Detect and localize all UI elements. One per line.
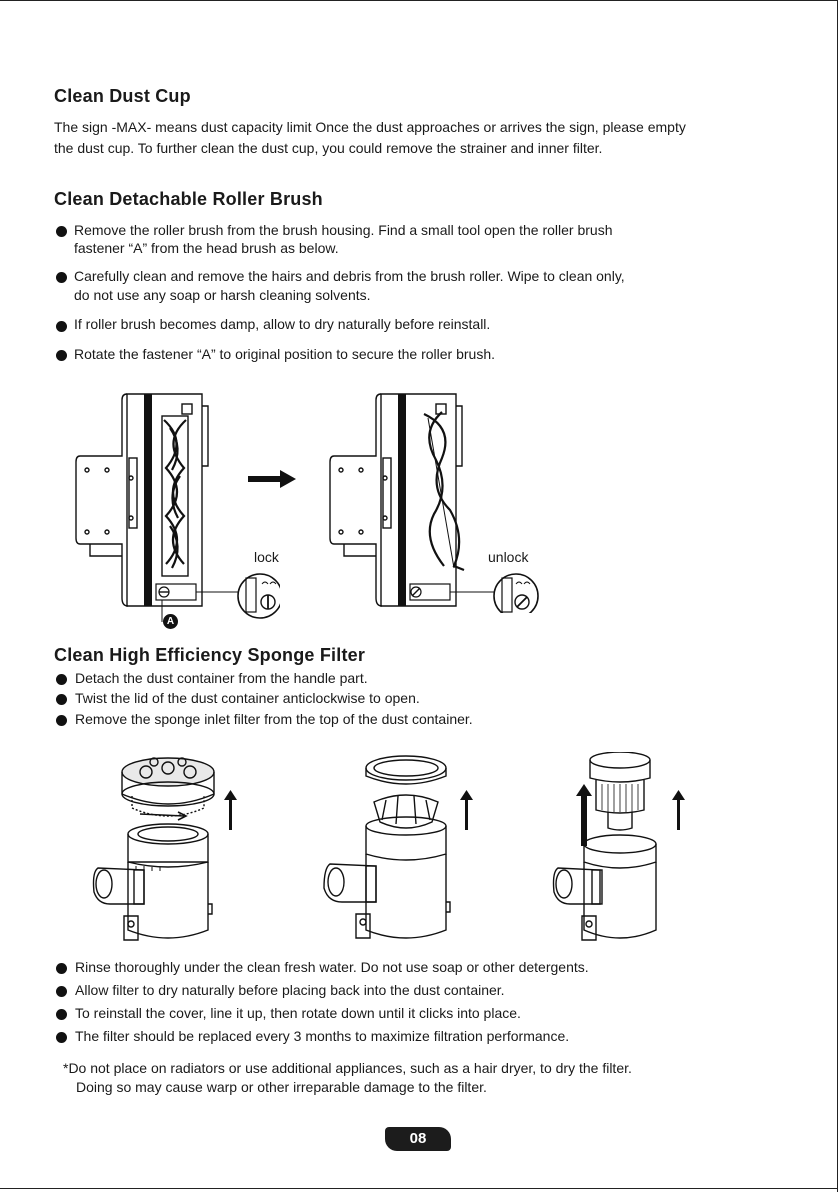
arrow-up-icon xyxy=(672,790,686,830)
dust-cup-text-line2: the dust cup. To further clean the dust cup, you could remove the strainer and inner filter. xyxy=(54,140,603,156)
bullet-icon xyxy=(56,1009,67,1020)
sponge-bullet-3: Remove the sponge inlet filter from the top of the dust container. xyxy=(75,711,473,727)
bullet-icon xyxy=(56,694,67,705)
bullet-icon xyxy=(56,272,67,283)
dust-container-sponge-removed-illustration xyxy=(312,752,462,948)
warning-note-line2: Doing so may cause warp or other irreparable damage to the filter. xyxy=(76,1079,487,1095)
lock-label: lock xyxy=(254,549,279,565)
unlock-label: unlock xyxy=(488,549,529,565)
bullet-icon xyxy=(56,321,67,332)
warning-note-line1: *Do not place on radiators or use additional appliances, such as a hair dryer, to dry the filter. xyxy=(63,1060,632,1076)
dust-cup-text-line1: The sign -MAX- means dust capacity limit Once the dust approaches or arrives the sign, please empty xyxy=(54,119,686,135)
roller-bullet-2-line1: Carefully clean and remove the hairs and debris from the brush roller. Wipe to clean only, xyxy=(74,268,625,284)
roller-brush-heading: Clean Detachable Roller Brush xyxy=(54,189,323,209)
page-number-badge: 08 xyxy=(385,1127,451,1151)
roller-bullet-1-line1: Remove the roller brush from the brush housing. Find a small tool open the roller brush xyxy=(74,222,613,238)
dust-container-inner-filter-removed-illustration xyxy=(552,752,692,948)
roller-brush-unlock-illustration xyxy=(324,388,542,613)
bullet-icon xyxy=(56,674,67,685)
page-border-bottom xyxy=(0,1188,838,1189)
sponge-bullet-2: Twist the lid of the dust container anticlockwise to open. xyxy=(75,690,420,706)
roller-bullet-2-line2: do not use any soap or harsh cleaning solvents. xyxy=(74,287,371,303)
bullet-icon xyxy=(56,226,67,237)
dust-container-lid-open-illustration xyxy=(88,752,248,948)
page-border-top xyxy=(0,0,838,1)
bullet-icon xyxy=(56,1032,67,1043)
roller-bullet-3: If roller brush becomes damp, allow to dry naturally before reinstall. xyxy=(74,316,491,332)
roller-bullet-4: Rotate the fastener “A” to original position to secure the roller brush. xyxy=(74,346,495,362)
sponge-filter-heading: Clean High Efficiency Sponge Filter xyxy=(54,645,366,665)
bullet-icon xyxy=(56,986,67,997)
arrow-right-icon xyxy=(248,470,296,488)
rinse-bullet-4: The filter should be replaced every 3 months to maximize filtration performance. xyxy=(75,1028,570,1044)
fastener-a-marker: A xyxy=(163,614,178,629)
bullet-icon xyxy=(56,715,67,726)
sponge-bullet-1: Detach the dust container from the handle part. xyxy=(75,670,368,686)
bullet-icon xyxy=(56,963,67,974)
roller-brush-lock-illustration xyxy=(70,388,280,633)
arrow-up-thick-icon xyxy=(576,784,592,846)
dust-cup-heading: Clean Dust Cup xyxy=(54,86,191,106)
rinse-bullet-3: To reinstall the cover, line it up, then rotate down until it clicks into place. xyxy=(75,1005,521,1021)
rinse-bullet-1: Rinse thoroughly under the clean fresh water. Do not use soap or other detergents. xyxy=(75,959,589,975)
rinse-bullet-2: Allow filter to dry naturally before placing back into the dust container. xyxy=(75,982,505,998)
bullet-icon xyxy=(56,350,67,361)
arrow-up-icon xyxy=(460,790,474,830)
roller-bullet-1-line2: fastener “A” from the head brush as below. xyxy=(74,240,339,256)
arrow-up-icon xyxy=(224,790,238,830)
